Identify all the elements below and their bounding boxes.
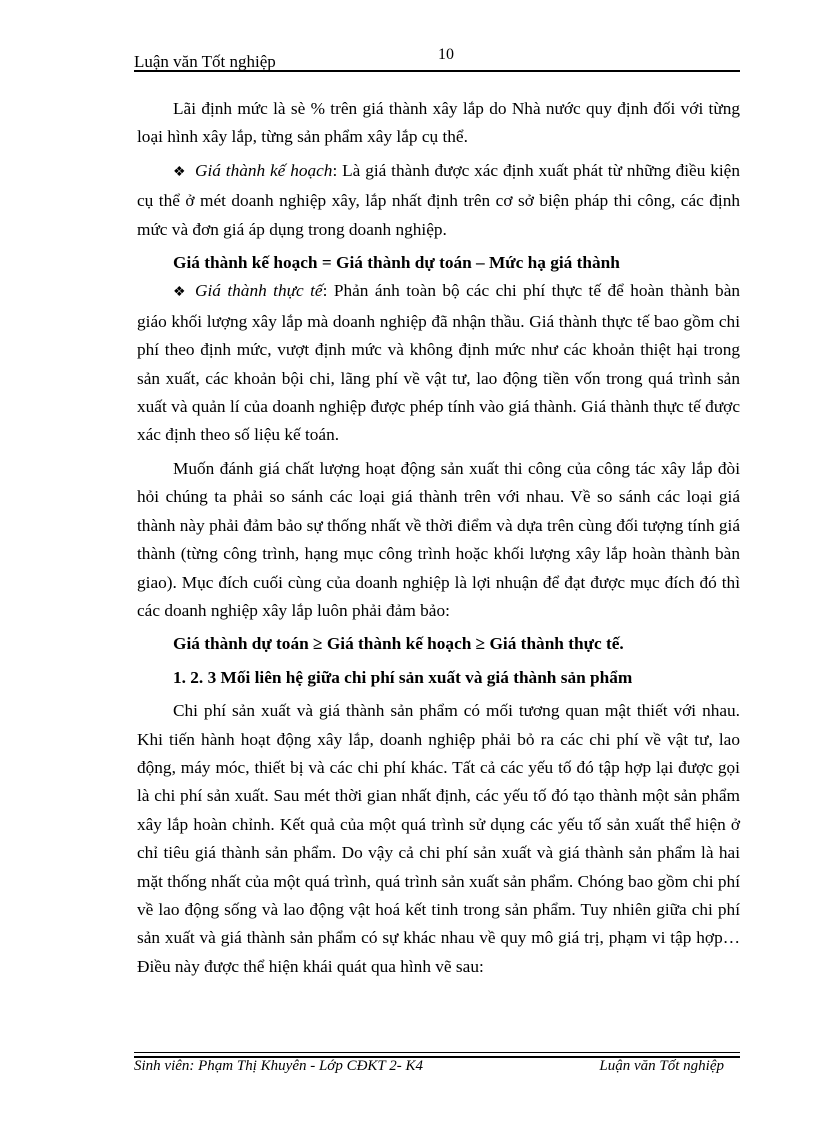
footer-divider-thin <box>134 1052 740 1053</box>
paragraph-so-sanh-gia-thanh: Muốn đánh giá chất lượng hoạt động sản xuất thi công của công tác xây lắp đòi hỏi chúng ta phải so sánh các loại giá thành trên với nhau. Về so sánh các loại giá thành này phải đảm bảo sự thống nhất về thời điểm và dựa trên cùng đối tượng tính giá thành (từng công trình, hạng mục công trình hoặc khối lượng xây lắp hoàn thành bàn giao). Mục đích cuối cùng của doanh nghiệp là lợi nhuận để đạt được mục đích đó thì các doanh nghiệp xây lắp luôn phải đảm bảo: <box>137 458 740 620</box>
document-body <box>137 95 740 981</box>
definition-text: : Phản ánh toàn bộ các chi phí thực tế để hoàn thành bàn giáo khối lượng xây lắp mà doanh nghiệp đã nhận thầu. Giá thành thực tế bao gồm chi phí theo định mức, vượt định mức và không định mức như các khoản thiệt hại trong sản xuất, các khoản bội chi, lãng phí về vật tư, lao động tiền vốn trong quá trình sản xuất và quản lí của doanh nghiệp được phép tính vào giá thành. Giá thành thực tế được xác định theo số liệu kế toán. <box>137 281 740 445</box>
section-heading: 1. 2. 3 Mối liên hệ giữa chi phí sản xuất và giá thành sản phẩm <box>173 667 633 687</box>
paragraph-gia-thanh-thuc-te <box>137 277 740 449</box>
paragraph-lai-dinh-muc: Lãi định mức là sè % trên giá thành xây lắp do Nhà nước quy định đối với từng loại hình xây lắp, từng sản phẩm xây lắp cụ thể. <box>137 99 740 147</box>
diamond-bullet-icon: ❖ <box>173 285 186 301</box>
footer-title: Luận văn Tốt nghiệp <box>599 1058 724 1074</box>
header-title: Luận văn Tốt nghiệp <box>134 52 276 71</box>
formula-ke-hoach: Giá thành kế hoạch = Giá thành dự toán – Mức hạ giá thành <box>173 253 620 273</box>
header-divider <box>134 70 740 72</box>
footer-student-info: Sinh viên: Phạm Thị Khuyên - Lớp CĐKT 2- K4 <box>134 1058 423 1074</box>
diamond-bullet-icon: ❖ <box>173 164 186 180</box>
paragraph-gia-thanh-ke-hoach <box>137 157 740 244</box>
term-gia-thanh-ke-hoach: Giá thành kế hoạch <box>195 160 333 180</box>
term-gia-thanh-thuc-te: Giá thành thực tế <box>195 281 323 301</box>
formula-comparison: Giá thành dự toán ≥ Giá thành kế hoạch ≥ Giá thành thực tế. <box>173 634 624 654</box>
page-number: 10 <box>438 46 454 63</box>
definition-text: : Là giá thành được xác định xuất phát từ những điều kiện cụ thể ở mét doanh nghiệp xây, lắp nhất định trên cơ sở biện pháp thi công, các định mức và đơn giá áp dụng trong doanh nghiệp. <box>137 160 740 239</box>
paragraph-moi-lien-he: Chi phí sản xuất và giá thành sản phẩm có mối tương quan mật thiết với nhau. Khi tiến hành hoạt động xây lắp, doanh nghiệp phải bỏ ra các chi phí về vật tư, lao động, máy móc, thiết bị và các chi phí khác. Tất cả các yếu tố đó tập hợp lại được gọi là chi phí sản xuất. Sau mét thời gian nhất định, các yếu tố đó tạo thành một sản phẩm xây lắp hoàn chỉnh. Kết quả của một quá trình sử dụng các yếu tố sản xuất thể hiện ở chỉ tiêu giá thành sản phẩm. Do vậy cả chi phí sản xuất và giá thành sản phẩm là hai mặt thống nhất của một quá trình, quá trình sản xuất sản phẩm. Chóng bao gồm chi phí về lao động sống và lao động vật hoá kết tinh trong sản phẩm. Tuy nhiên giữa chi phí sản xuất và giá thành sản phẩm có sự khác nhau về quy mô giá trị, phạm vi tập hợp…Điều này được thể hiện khái quát qua hình vẽ sau: <box>137 701 740 976</box>
